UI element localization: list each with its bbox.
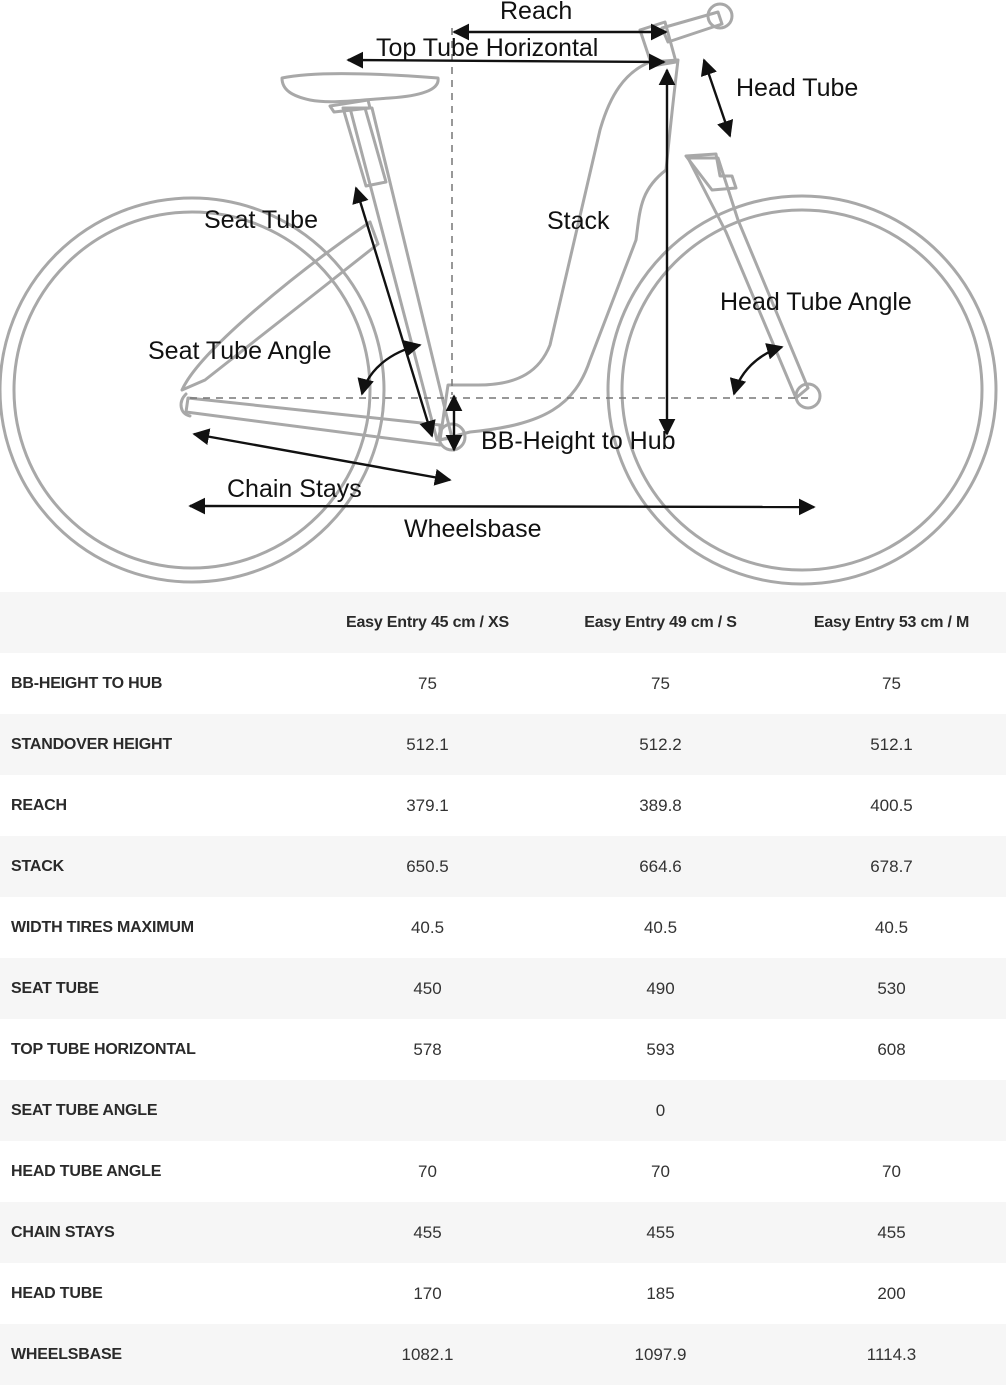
row-value: 450 — [311, 958, 544, 1019]
row-value: 200 — [877, 1283, 906, 1303]
bike-geometry-diagram — [0, 0, 1006, 592]
row-value — [311, 1080, 544, 1141]
table-row — [0, 958, 1006, 1019]
seat-tube-angle-label: Seat Tube Angle — [148, 337, 332, 365]
row-value: 530 — [777, 958, 1006, 1019]
row-value: 512.2 — [544, 714, 777, 775]
row-name: TOP TUBE HORIZONTAL — [11, 1040, 196, 1058]
geometry-svg — [0, 0, 1006, 592]
row-name: STACK — [0, 836, 311, 897]
row-value: 185 — [646, 1283, 675, 1303]
row-value: 512.1 — [311, 714, 544, 775]
row-value: 593 — [646, 1039, 675, 1059]
table-row — [0, 1202, 1006, 1263]
row-name: WIDTH TIRES MAXIMUM — [11, 918, 194, 936]
row-name: HEAD TUBE ANGLE — [11, 1162, 162, 1180]
row-value: 455 — [777, 1202, 1006, 1263]
row-name: CHAIN STAYS — [0, 1202, 311, 1263]
row-value: 379.1 — [406, 795, 449, 815]
header-blank — [0, 592, 311, 653]
row-value: 664.6 — [544, 836, 777, 897]
row-value: 70 — [651, 1161, 670, 1181]
row-value: 75 — [882, 673, 901, 693]
row-value: 578 — [413, 1039, 442, 1059]
row-value: 1082.1 — [311, 1324, 544, 1385]
row-value: 75 — [418, 673, 437, 693]
row-value: 608 — [877, 1039, 906, 1059]
head-tube-angle-label: Head Tube Angle — [720, 288, 912, 316]
row-value: 40.5 — [874, 917, 909, 937]
table-row — [0, 836, 1006, 897]
header-size-xs: Easy Entry 45 cm / XS — [311, 592, 544, 653]
row-value: 0 — [544, 1080, 777, 1141]
row-name: REACH — [11, 796, 67, 814]
table-row — [0, 1324, 1006, 1385]
row-name: STANDOVER HEIGHT — [0, 714, 311, 775]
table-header-row — [0, 592, 1006, 653]
table-row — [0, 1080, 1006, 1141]
head-tube-angle-arc — [734, 347, 782, 394]
head-tube-arrow — [704, 60, 730, 136]
table-row — [0, 1141, 1006, 1202]
table-row — [0, 1019, 1006, 1080]
row-value: 1114.3 — [777, 1324, 1006, 1385]
table-row — [0, 714, 1006, 775]
row-value: 70 — [882, 1161, 901, 1181]
row-value: 170 — [413, 1283, 442, 1303]
row-value: 389.8 — [639, 795, 682, 815]
row-name: SEAT TUBE — [0, 958, 311, 1019]
reach-label: Reach — [500, 0, 573, 25]
head-tube-label: Head Tube — [736, 74, 859, 102]
wheelsbase-arrow — [190, 506, 814, 507]
seat-tube-label: Seat Tube — [204, 206, 318, 234]
row-name: HEAD TUBE — [11, 1284, 103, 1302]
row-value: 1097.9 — [544, 1324, 777, 1385]
table-row — [0, 775, 1006, 836]
row-value: 512.1 — [777, 714, 1006, 775]
row-name: SEAT TUBE ANGLE — [0, 1080, 311, 1141]
header-size-s: Easy Entry 49 cm / S — [544, 592, 777, 653]
row-value: 455 — [311, 1202, 544, 1263]
row-value: 678.7 — [777, 836, 1006, 897]
geometry-table-body — [0, 653, 1006, 1385]
row-value: 75 — [651, 673, 670, 693]
row-value: 40.5 — [643, 917, 678, 937]
rear-wheel — [0, 198, 384, 582]
table-row — [0, 1263, 1006, 1324]
row-value: 70 — [418, 1161, 437, 1181]
header-size-m: Easy Entry 53 cm / M — [777, 592, 1006, 653]
row-value — [777, 1080, 1006, 1141]
row-name: WHEELSBASE — [0, 1324, 311, 1385]
row-value: 455 — [544, 1202, 777, 1263]
geometry-table — [0, 592, 1006, 1385]
row-value: 650.5 — [311, 836, 544, 897]
table-row — [0, 653, 1006, 714]
row-value: 400.5 — [870, 795, 913, 815]
bb-height-to-hub-label: BB-Height to Hub — [481, 427, 676, 455]
top-tube-horizontal-label: Top Tube Horizontal — [376, 34, 599, 62]
row-value: 490 — [544, 958, 777, 1019]
row-value: 40.5 — [410, 917, 445, 937]
chain-stays-label: Chain Stays — [227, 475, 362, 503]
stack-label: Stack — [547, 207, 610, 235]
wheelsbase-label: Wheelsbase — [404, 515, 542, 543]
table-row — [0, 897, 1006, 958]
row-name: BB-HEIGHT TO HUB — [11, 674, 163, 692]
